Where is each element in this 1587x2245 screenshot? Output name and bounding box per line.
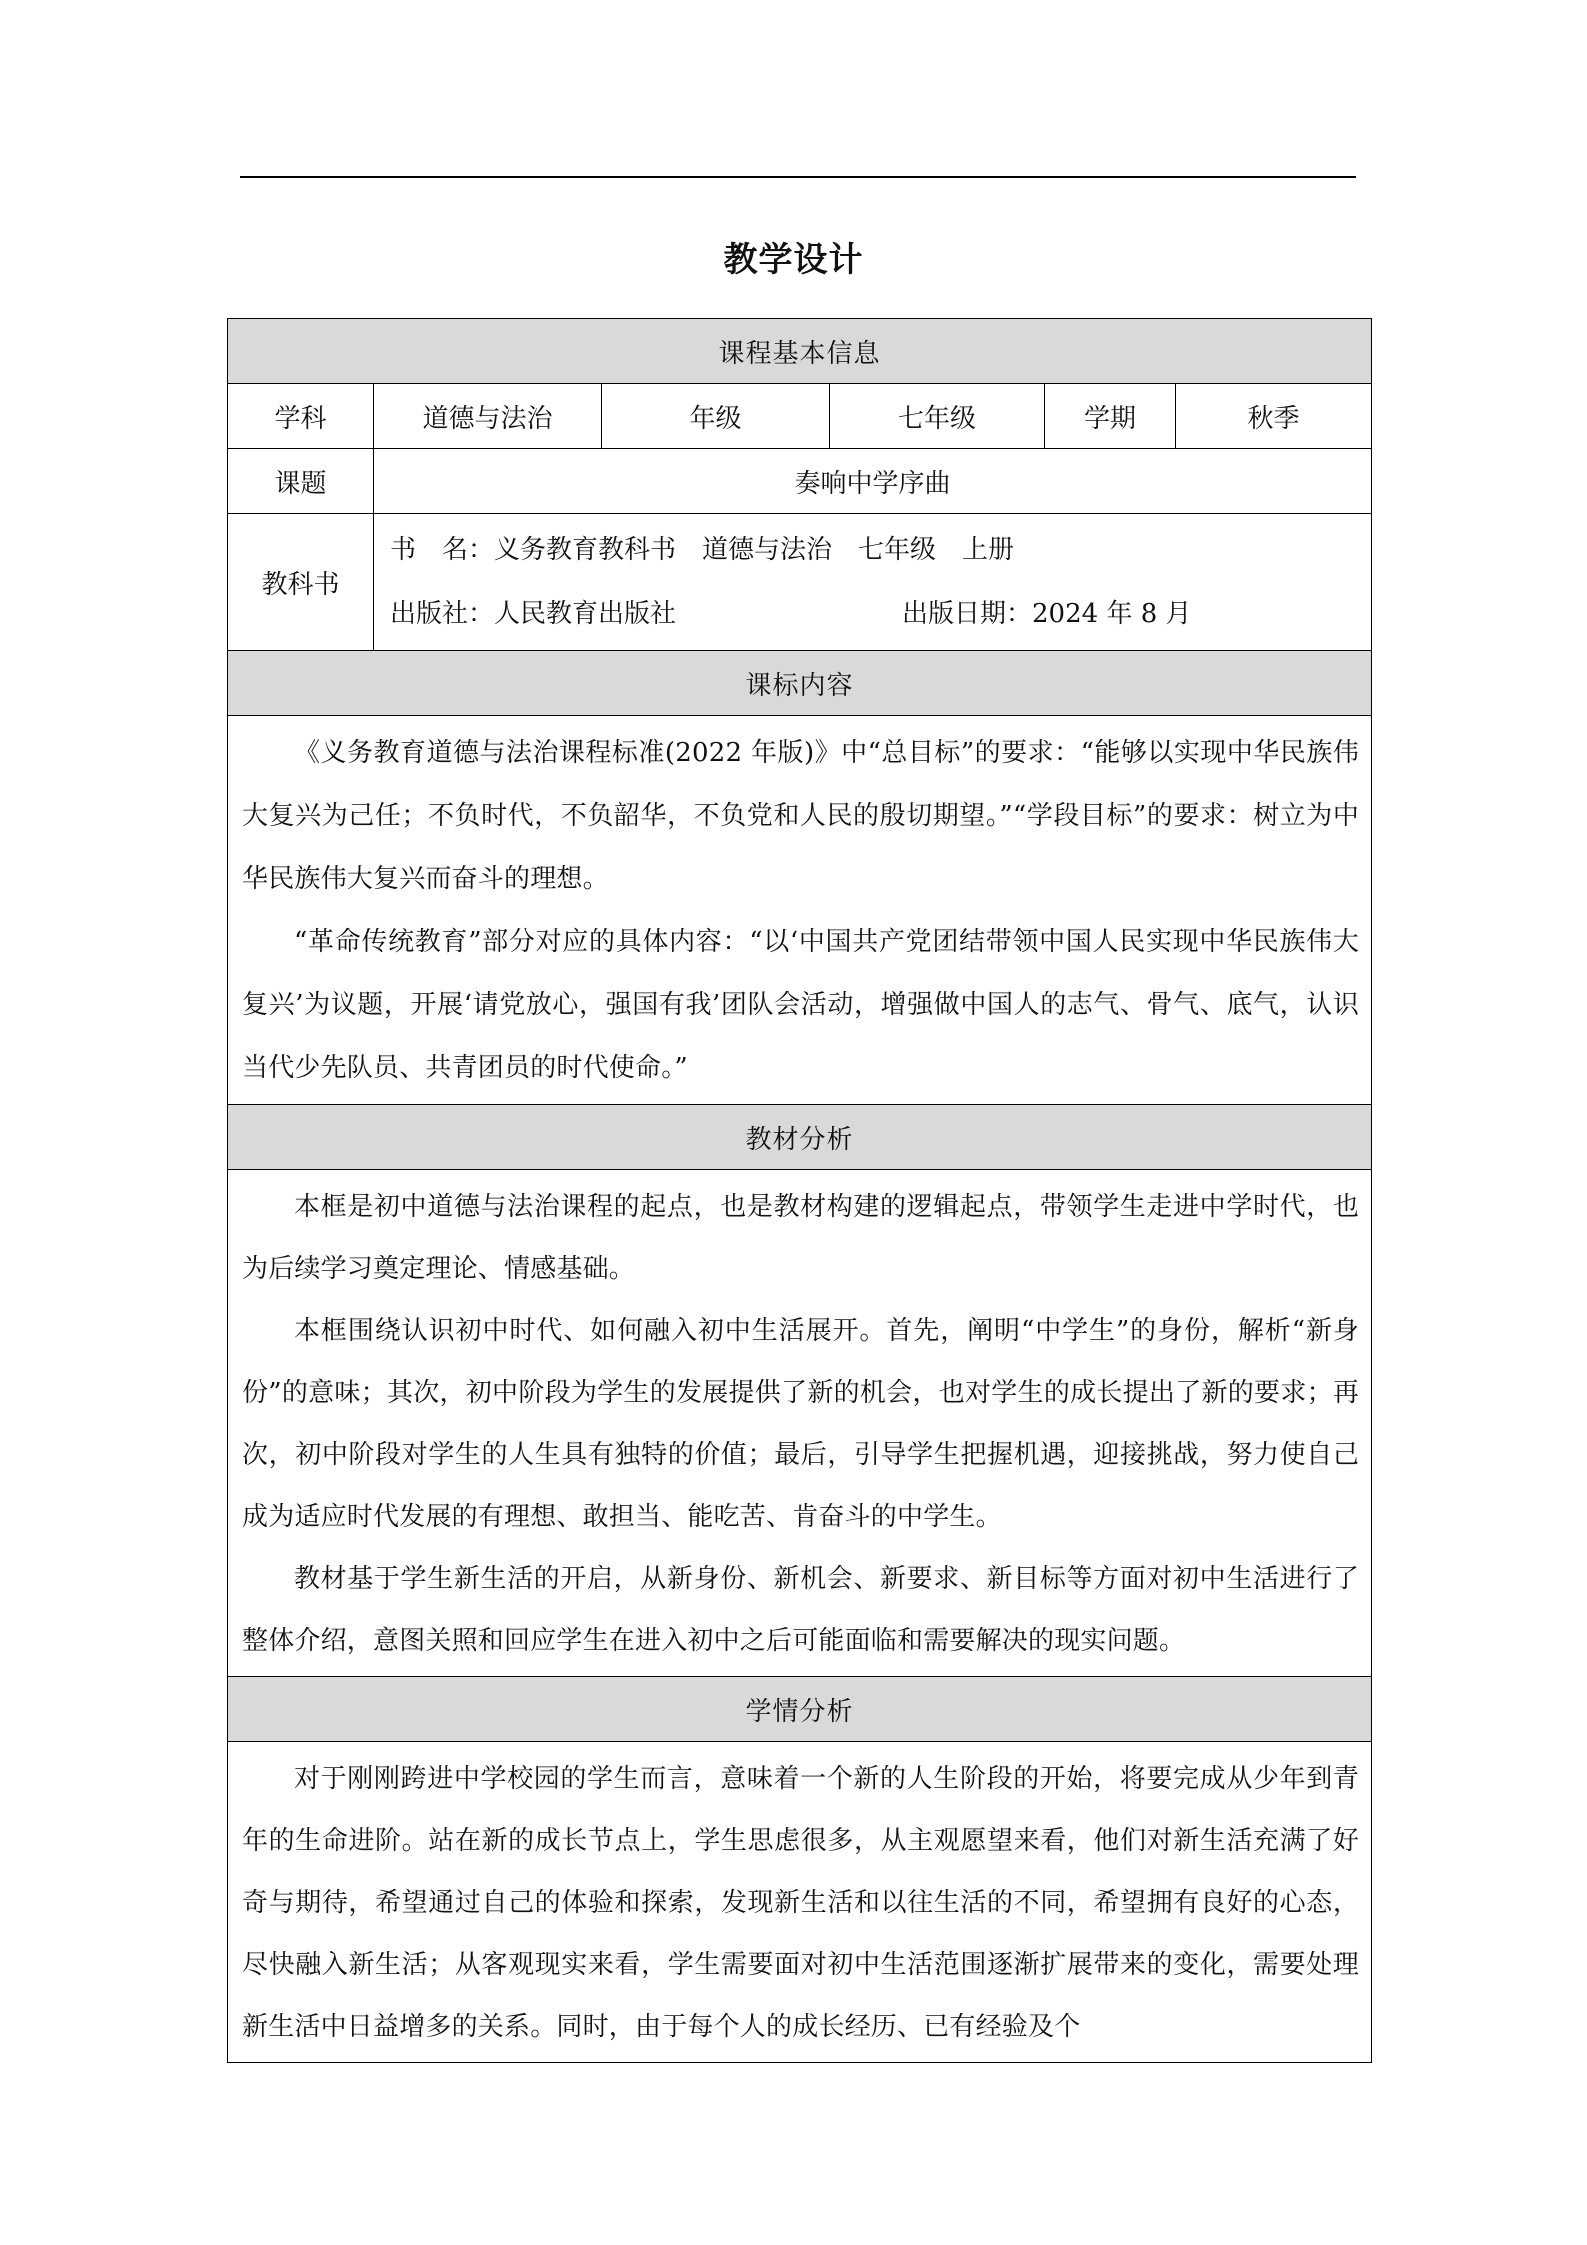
publish-date-label: 出版日期： [902, 599, 1033, 629]
standards-content-row [228, 716, 1372, 1105]
material-content-row [228, 1170, 1372, 1677]
material-content [228, 1170, 1372, 1677]
basic-info-header: 课程基本信息 [228, 319, 1372, 384]
learners-paragraph: 对于刚刚跨进中学校园的学生而言，意味着一个新的人生阶段的开始，将要完成从少年到青年的生命进阶。站在新的成长节点上，学生思虑很多，从主观愿望来看，他们对新生活充满了好奇与期待，希望通过自己的体验和探索，发现新生活和以往生活的不同，希望拥有良好的心态，尽快融入新生活；从客观现实来看，学生需要面对初中生活范围逐渐扩展带来的变化，需要处理新生活中日益增多的关系。同时，由于每个人的成长经历、已有经验及个 [242, 1764, 1360, 2042]
grade-label: 年级 [602, 384, 830, 449]
learners-header-row [228, 1677, 1372, 1742]
topic-value: 奏响中学序曲 [374, 449, 1372, 514]
basic-info-header-row [228, 319, 1372, 384]
material-header-row [228, 1105, 1372, 1170]
material-header: 教材分析 [228, 1105, 1372, 1170]
subject-grade-term-row [228, 384, 1372, 449]
standards-paragraph: “革命传统教育”部分对应的具体内容：“以‘中国共产党团结带领中国人民实现中华民族伟大复兴’为议题，开展‘请党放心，强国有我’团队会活动，增强做中国人的志气、骨气、底气，认识当代少先队员、共青团员的时代使命。” [242, 927, 1360, 1083]
learners-header: 学情分析 [228, 1677, 1372, 1742]
grade-value: 七年级 [830, 384, 1045, 449]
standards-header-row [228, 651, 1372, 716]
learners-content [228, 1742, 1372, 2063]
book-name-label: 书 名： [390, 535, 495, 565]
standards-header: 课标内容 [228, 651, 1372, 716]
topic-row [228, 449, 1372, 514]
standards-content [228, 716, 1372, 1105]
term-value: 秋季 [1176, 384, 1372, 449]
material-paragraph: 本框是初中道德与法治课程的起点，也是教材构建的逻辑起点，带领学生走进中学时代，也为后续学习奠定理论、情感基础。 [242, 1192, 1360, 1284]
lesson-design-table [227, 318, 1372, 2063]
topic-label: 课题 [228, 449, 374, 514]
material-paragraph: 教材基于学生新生活的开启，从新身份、新机会、新要求、新目标等方面对初中生活进行了整体介绍，意图关照和回应学生在进入初中之后可能面临和需要解决的现实问题。 [242, 1564, 1360, 1656]
subject-label: 学科 [228, 384, 374, 449]
textbook-row [228, 514, 1372, 651]
publisher-value: 人民教育出版社 [494, 599, 677, 629]
standards-paragraph: 《义务教育道德与法治课程标准(2022 年版)》中“总目标”的要求：“能够以实现中华民族伟大复兴为己任；不负时代，不负韶华，不负党和人民的殷切期望。”“学段目标”的要求：树立为中华民族伟大复兴而奋斗的理想。 [242, 738, 1360, 894]
textbook-info [374, 514, 1372, 651]
book-name-value: 义务教育教科书 道德与法治 七年级 上册 [494, 535, 1015, 565]
document-title: 教学设计 [723, 240, 864, 280]
header-rule [240, 176, 1356, 178]
material-paragraph: 本框围绕认识初中时代、如何融入初中生活展开。首先，阐明“中学生”的身份，解析“新身份”的意味；其次，初中阶段为学生的发展提供了新的机会，也对学生的成长提出了新的要求；再次，初中阶段对学生的人生具有独特的价值；最后，引导学生把握机遇，迎接挑战，努力使自己成为适应时代发展的有理想、敢担当、能吃苦、肯奋斗的中学生。 [242, 1316, 1360, 1532]
learners-content-row [228, 1742, 1372, 2063]
book-name-line [390, 518, 1371, 582]
publisher-line [390, 582, 1371, 646]
publish-date [902, 582, 1192, 646]
publisher-label: 出版社： [390, 599, 495, 629]
subject-value: 道德与法治 [374, 384, 602, 449]
textbook-label: 教科书 [228, 514, 374, 651]
publish-date-value: 2024 年 8 月 [1032, 599, 1192, 629]
term-label: 学期 [1045, 384, 1176, 449]
